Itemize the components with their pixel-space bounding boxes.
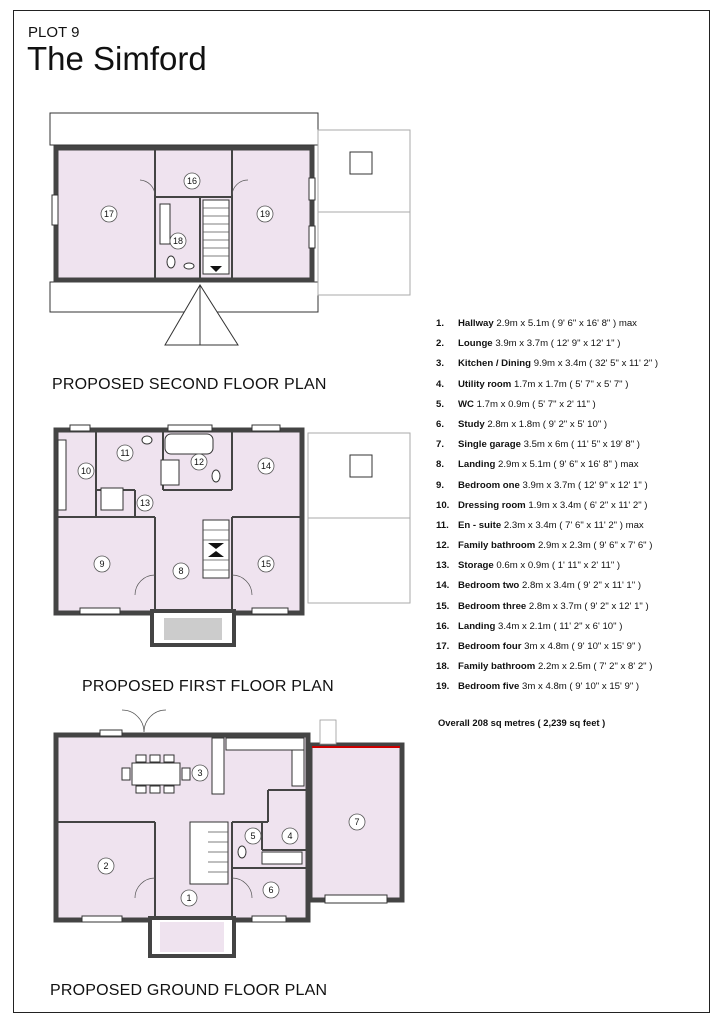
room-row: 14. Bedroom two 2.8m x 3.4m ( 9' 2" x 11' 1" ) — [436, 580, 642, 592]
room-row: 9. Bedroom one 3.9m x 3.7m ( 12' 9" x 12' 1" ) — [436, 479, 648, 491]
house-name: The Simford — [27, 40, 207, 77]
window-bed4 — [52, 195, 58, 225]
room-row: 11. En - suite 2.3m x 3.4m ( 7' 6" x 11' 2" ) max — [436, 519, 644, 531]
room-label-4: 4 — [287, 831, 293, 841]
basin — [184, 263, 194, 269]
room-row: 2. Lounge 3.9m x 3.7m ( 12' 9" x 12' 1" ) — [436, 338, 621, 350]
room-row: 15. Bedroom three 2.8m x 3.7m ( 9' 2" x 12' 1" ) — [436, 600, 649, 612]
ground-floor-title: PROPOSED GROUND FLOOR PLAN — [50, 982, 328, 999]
second-floor-title: PROPOSED SECOND FLOOR PLAN — [52, 376, 327, 393]
room-label-2: 2 — [103, 861, 109, 871]
room-label-15: 15 — [260, 559, 272, 569]
room-row: 17. Bedroom four 3m x 4.8m ( 9' 10" x 15' 9" ) — [436, 641, 642, 652]
room-label-1: 1 — [186, 893, 192, 903]
first-floor-walls — [56, 430, 302, 613]
room-label-9: 9 — [99, 559, 105, 569]
room-row: 8. Landing 2.9m x 5.1m ( 9' 6" x 16' 8" ) max — [436, 459, 639, 471]
room-row: 16. Landing 3.4m x 2.1m ( 11' 2" x 6' 10" ) — [436, 620, 623, 632]
roof-eaves-top — [50, 113, 318, 145]
room-row: 5. WC 1.7m x 0.9m ( 5' 7" x 2' 11" ) — [436, 398, 596, 410]
roof-window — [350, 152, 372, 174]
garage-door — [325, 895, 387, 903]
room-label-5: 5 — [250, 831, 256, 841]
room-label-7: 7 — [354, 817, 360, 827]
ground-floor-plan — [56, 710, 402, 956]
room-label-17: 17 — [103, 209, 115, 219]
room-label-8: 8 — [178, 566, 184, 576]
second-floor-plan — [50, 113, 410, 345]
first-bath — [165, 434, 213, 454]
room-row: 12. Family bathroom 2.9m x 2.3m ( 9' 6" x 7' 6" ) — [436, 540, 653, 552]
roof-window-first — [350, 455, 372, 477]
room-label-18: 18 — [172, 236, 184, 246]
ground-staircase — [190, 822, 228, 884]
room-row: 3. Kitchen / Dining 9.9m x 3.4m ( 32' 5" x 11' 2" ) — [436, 358, 659, 370]
bath — [160, 204, 170, 244]
room-row: 6. Study 2.8m x 1.8m ( 9' 2" x 5' 10" ) — [436, 418, 608, 430]
room-label-3: 3 — [197, 768, 203, 778]
room-row: 4. Utility room 1.7m x 1.7m ( 5' 7" x 5' 7" ) — [436, 378, 629, 390]
room-row: 18. Family bathroom 2.2m x 2.5m ( 7' 2" x 8' 2" ) — [436, 661, 653, 673]
roof-eaves-bottom — [50, 282, 318, 312]
toilet — [167, 256, 175, 268]
room-label-19: 19 — [259, 209, 271, 219]
room-label-6: 6 — [268, 885, 274, 895]
staircase — [203, 200, 229, 274]
plot-number: PLOT 9 — [28, 24, 80, 41]
wardrobe — [58, 440, 66, 510]
room-label-12: 12 — [193, 457, 205, 467]
room-label-11: 11 — [120, 448, 130, 458]
room-label-16: 16 — [186, 176, 198, 186]
dining-table — [132, 763, 180, 785]
window-bed5-a — [309, 178, 315, 200]
second-floor-walls — [56, 148, 312, 280]
window-bed5-b — [309, 226, 315, 248]
overall-area: Overall 208 sq metres ( 2,239 sq feet ) — [438, 717, 606, 728]
room-row: 10. Dressing room 1.9m x 3.4m ( 6' 2" x 11' 2" ) — [436, 499, 648, 511]
room-row: 13. Storage 0.6m x 0.9m ( 1' 11" x 2' 11" ) — [436, 560, 621, 572]
shower-tray — [161, 460, 179, 485]
kitchen-worktop — [226, 738, 304, 750]
shower — [101, 488, 123, 510]
room-schedule — [436, 318, 706, 702]
room-row: 1. Hallway 2.9m x 5.1m ( 9' 6" x 16' 8" ) max — [436, 318, 637, 329]
room-label-10: 10 — [80, 466, 92, 476]
room-label-14: 14 — [260, 461, 272, 471]
kitchen-island — [212, 738, 224, 794]
first-floor-plan — [56, 425, 410, 645]
first-floor-title: PROPOSED FIRST FLOOR PLAN — [82, 678, 334, 695]
room-label-13: 13 — [139, 498, 151, 508]
room-row: 19. Bedroom five 3m x 4.8m ( 9' 10" x 15' 9" ) — [436, 681, 640, 693]
room-row: 7. Single garage 3.5m x 6m ( 11' 5" x 19' 8" ) — [436, 439, 640, 451]
